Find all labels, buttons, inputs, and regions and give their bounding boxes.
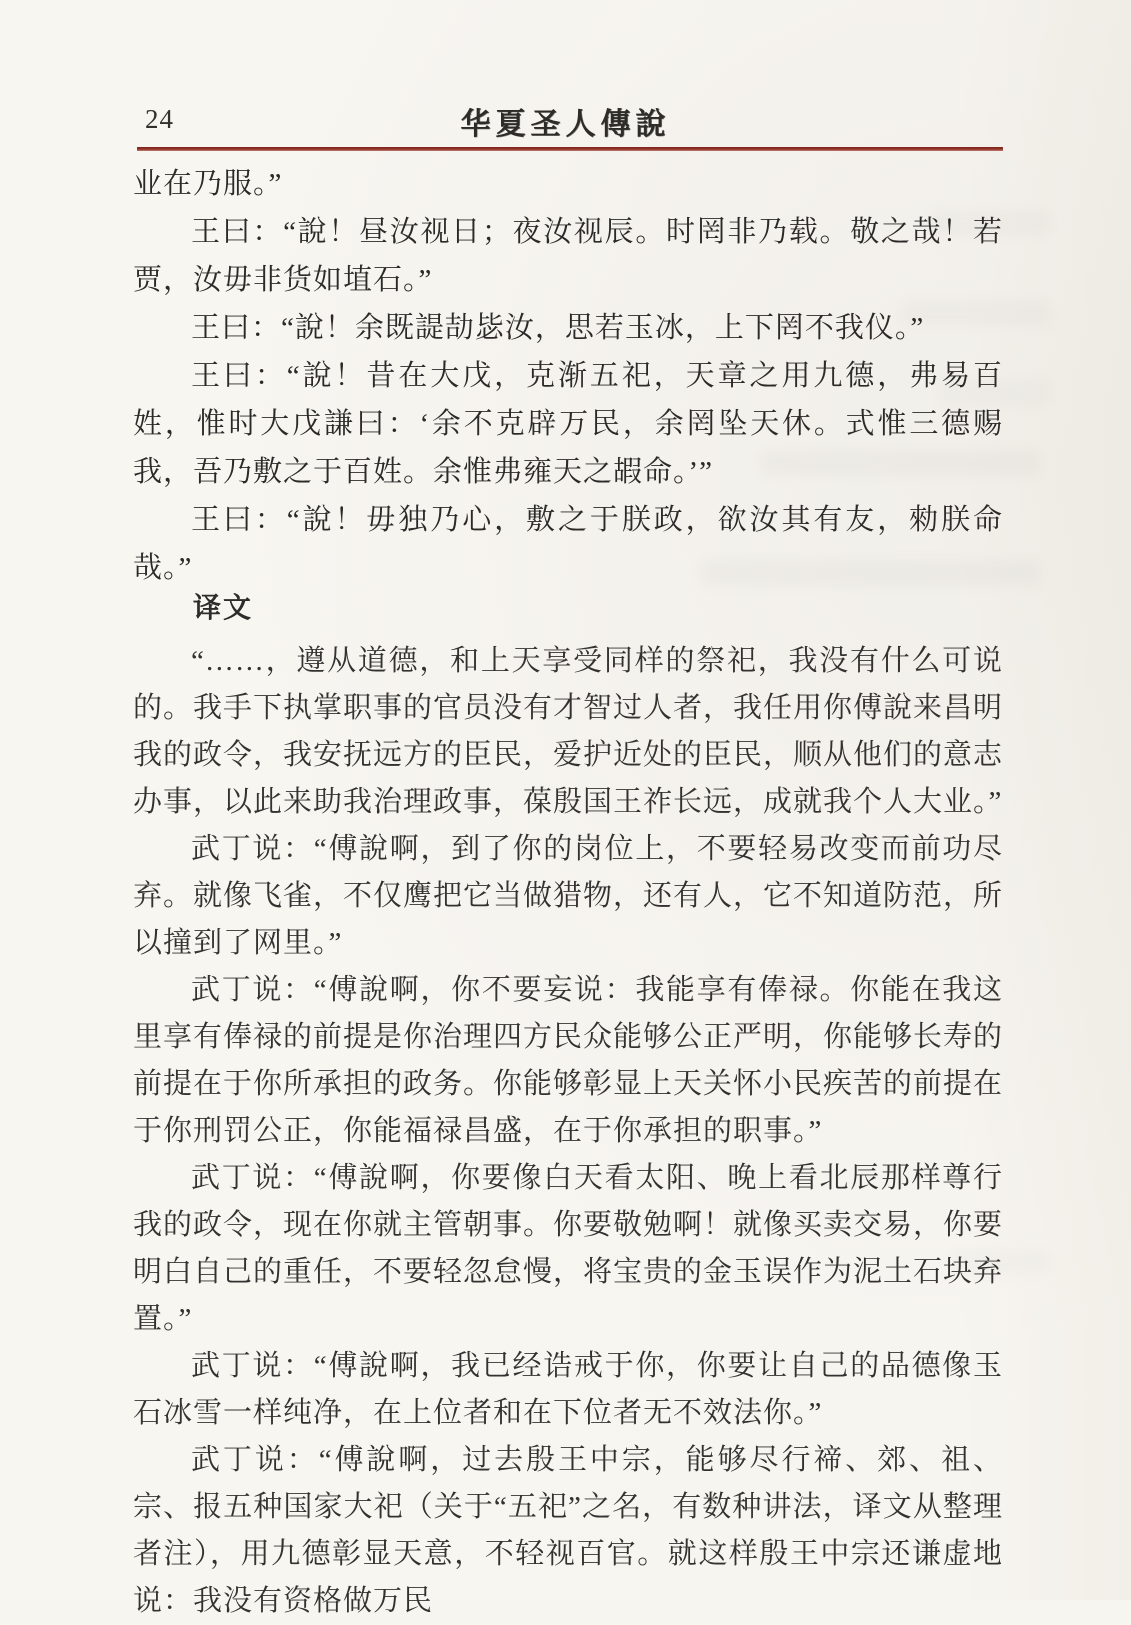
classical-paragraph: 王曰：“說！毋独乃心，敷之于朕政，欲汝其有友，勑朕命哉。” bbox=[133, 504, 1003, 584]
translation-paragraph: 武丁说：“傅說啊，过去殷王中宗，能够尽行禘、郊、祖、宗、报五种国家大祀（关于“五祀”之名，有数种讲法，译文从整理者注），用九德彰显天意，不轻视百官。就这样殷王中宗还谦虚地说：我没有资格做万民 bbox=[133, 1444, 1003, 1617]
translation-heading: 译文 bbox=[193, 592, 254, 623]
translation-paragraph: 武丁说：“傅說啊，你不要妄说：我能享有俸禄。你能在我这里享有俸禄的前提是你治理四方民众能够公正严明，你能够长寿的前提在于你所承担的政务。你能够彰显上天关怀小民疾苦的前提在于你刑罚公正，你能福禄昌盛，在于你承担的职事。” bbox=[133, 974, 1004, 1147]
translation-paragraph: “……，遵从道德，和上天享受同样的祭祀，我没有什么可说的。我手下执掌职事的官员没有才智过人者，我任用你傅說来昌明我的政令，我安抚远方的臣民，爱护近处的臣民，顺从他们的意志办事，以此来助我治理政事，葆殷国王祚长远，成就我个人大业。” bbox=[133, 645, 1004, 818]
classical-paragraph: 王曰：“說！昼汝视日；夜汝视辰。时罔非乃载。敬之哉！若贾，汝毋非货如埴石。” bbox=[133, 216, 1003, 296]
translation-paragraph: 武丁说：“傅說啊，我已经诰戒于你，你要让自己的品德像玉石冰雪一样纯净，在上位者和在下位者无不效法你。” bbox=[133, 1350, 1003, 1429]
classical-text-section bbox=[133, 160, 1003, 592]
page-number: 24 bbox=[145, 104, 174, 134]
translation-text-section bbox=[133, 638, 1003, 1625]
header-rule bbox=[137, 147, 1003, 151]
translation-paragraph: 武丁说：“傅說啊，你要像白天看太阳、晚上看北辰那样尊行我的政令，现在你就主管朝事。你要敬勉啊！就像买卖交易，你要明白自己的重任，不要轻忽怠慢，将宝贵的金玉误作为泥土石块弃置。” bbox=[133, 1162, 1004, 1335]
classical-paragraph: 王曰：“說！余既諟劼毖汝，思若玉冰，上下罔不我仪。” bbox=[191, 312, 925, 344]
running-head-book-title: 华夏圣人傳說 bbox=[460, 108, 671, 141]
classical-paragraph: 王曰：“說！昔在大戊，克渐五祀，天章之用九德，弗易百姓，惟时大戊謙曰：‘余不克辟万民，余罔坠天休。式惟三德赐我，吾乃敷之于百姓。余惟弗雍天之嘏命。’” bbox=[133, 360, 1003, 488]
classical-continuation-line: 业在乃服。” bbox=[133, 168, 283, 200]
translation-paragraph: 武丁说：“傅說啊，到了你的岗位上，不要轻易改变而前功尽弃。就像飞雀，不仅鹰把它当做猎物，还有人，它不知道防范，所以撞到了网里。” bbox=[133, 833, 1004, 959]
